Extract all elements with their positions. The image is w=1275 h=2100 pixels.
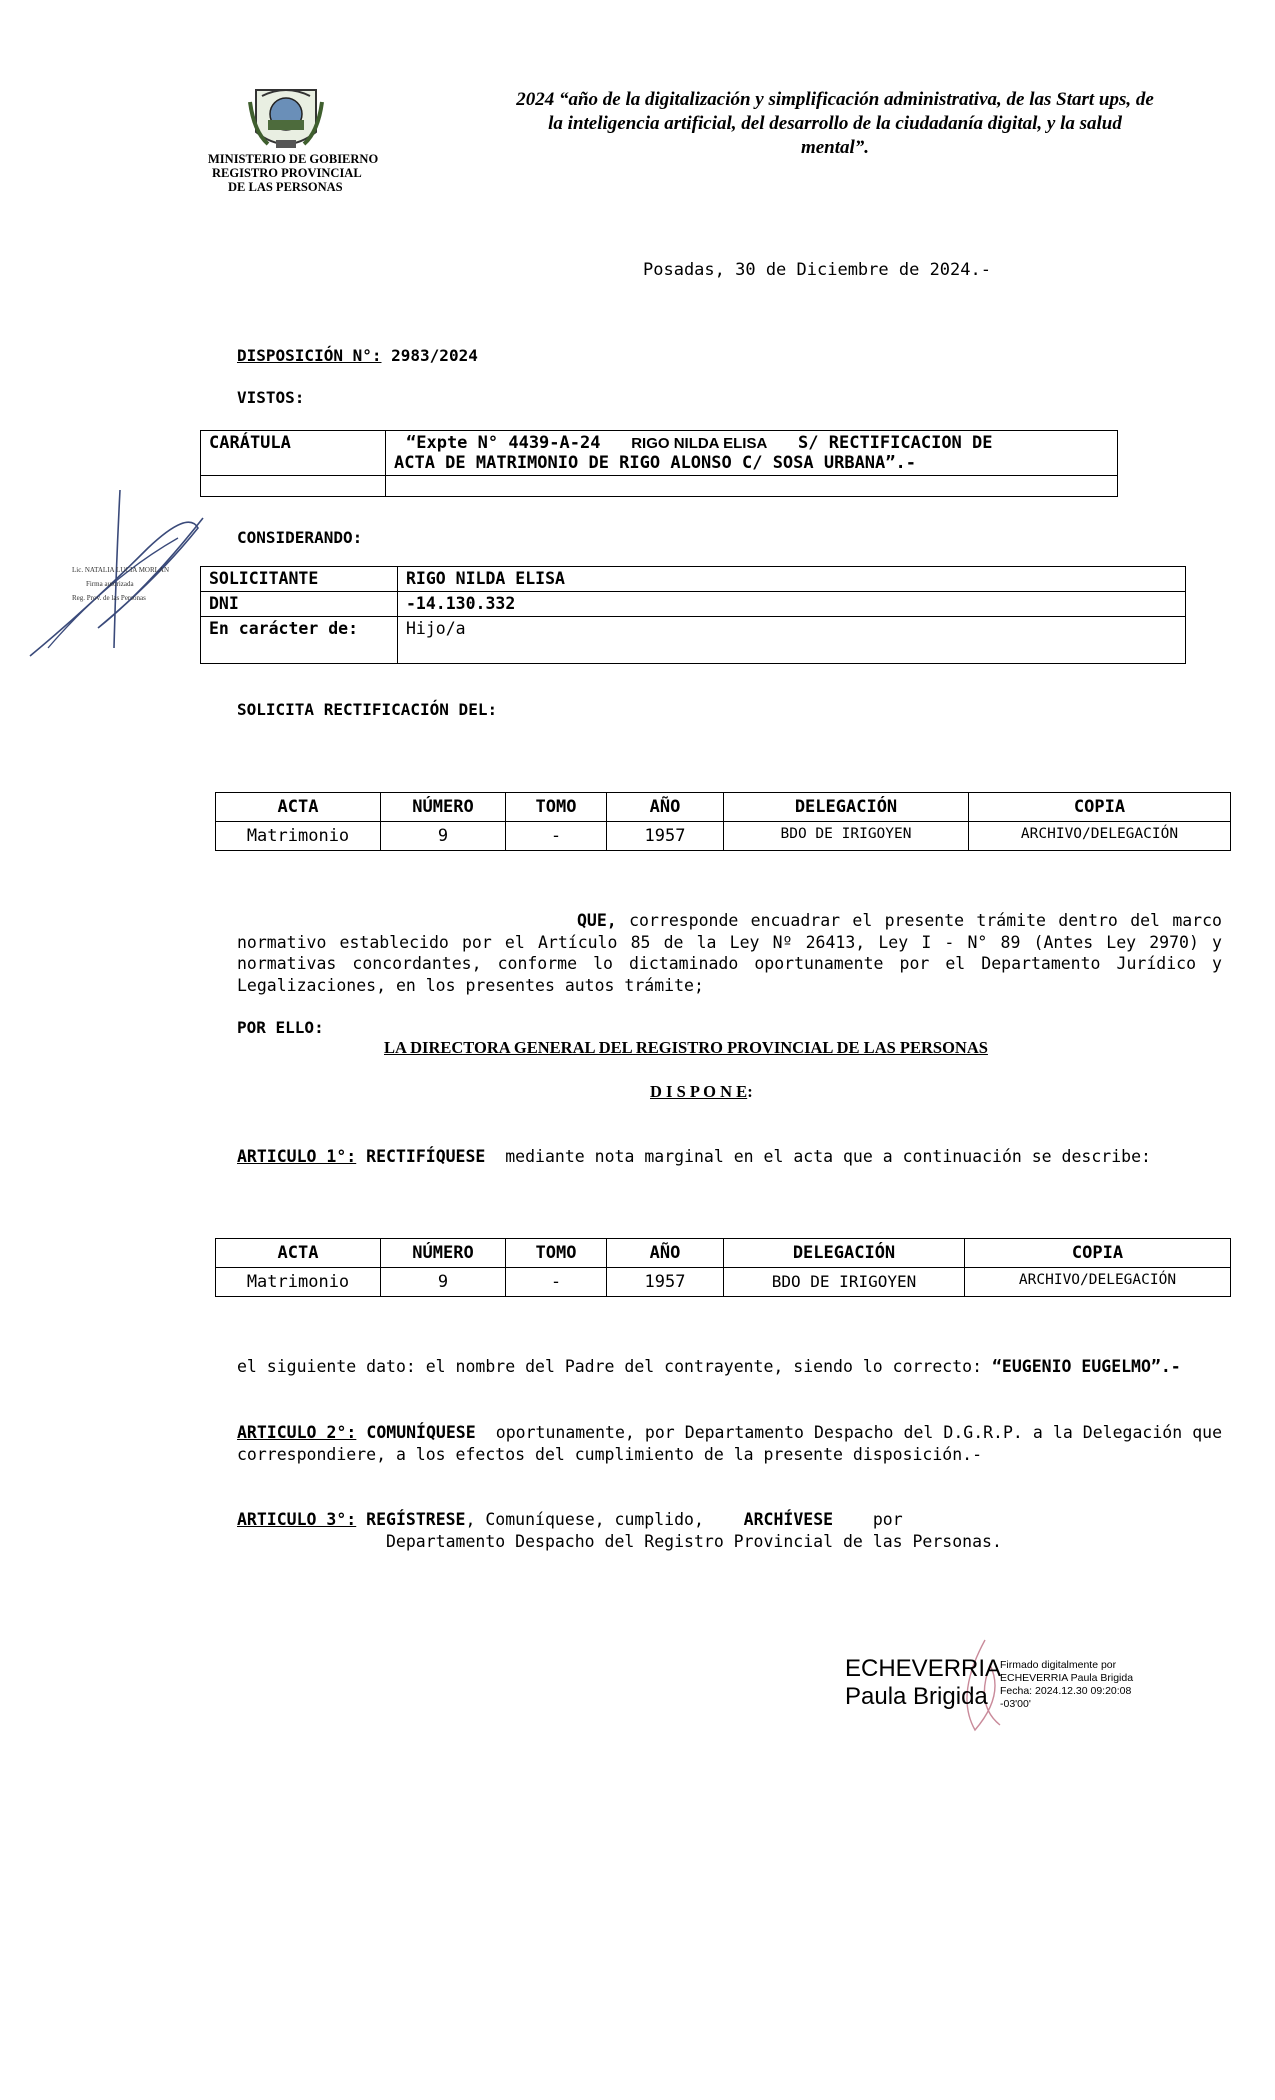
articulo-2-label: ARTICULO 2°: <box>237 1423 357 1442</box>
disposicion-label: DISPOSICIÓN N°: <box>237 346 382 365</box>
signature-detail-line: Fecha: 2024.12.30 09:20:08 <box>1000 1685 1132 1697</box>
dni-value: -14.130.332 <box>398 592 1186 617</box>
date-line: Posadas, 30 de Diciembre de 2024.- <box>643 260 991 280</box>
disposicion-heading <box>237 346 478 365</box>
signer-given-names: Paula Brigida <box>845 1683 988 1710</box>
col-header: COPIA <box>965 1239 1231 1268</box>
svg-text:Reg. Prov. de las Personas: Reg. Prov. de las Personas <box>72 594 146 602</box>
dato-paragraph <box>237 1356 1222 1378</box>
col-header: ACTA <box>216 793 381 822</box>
caratula-empty-cell <box>201 476 386 497</box>
table-row <box>216 822 1231 851</box>
signer-surname: ECHEVERRIA <box>845 1655 1002 1682</box>
cell-numero: 9 <box>381 822 506 851</box>
que-lead: QUE, <box>577 911 617 930</box>
table-header-row <box>216 1239 1231 1268</box>
ministry-line-1: MINISTERIO DE GOBIERNO <box>208 152 379 166</box>
dispone-colon: : <box>747 1082 753 1101</box>
signer-name <box>845 1655 1001 1711</box>
ministry-header <box>208 152 388 194</box>
table-row <box>201 567 1186 592</box>
articulo-1 <box>237 1146 1222 1168</box>
que-text: corresponde encuadrar el presente trámite dentro del marco normativo establecido por el Artículo 85 de la Ley Nº 26413, Ley I - N° 89 (Antes Ley 2970) y normativas concordantes, conforme lo dictaminado oportunamente por el Departamento Jurídico y Legalizaciones, en los presentes autos trámite; <box>237 911 1222 995</box>
signature-detail-line: ECHEVERRIA Paula Brigida <box>1000 1672 1134 1684</box>
col-header: AÑO <box>607 1239 724 1268</box>
dispone-heading <box>650 1082 753 1102</box>
articulo-3 <box>237 1510 903 1529</box>
year-motto: 2024 “año de la digitalización y simplificación administrativa, de las Start ups, de la inteligencia artificial, del desarrollo de la ciudadanía digital, y la salud mental”. <box>516 89 1154 158</box>
signature-detail-line: Firmado digitalmente por <box>1000 1659 1117 1671</box>
dispone-text: D I S P O N E <box>650 1082 748 1101</box>
articulo-1-keyword: RECTIFÍQUESE <box>366 1147 486 1166</box>
solicitante-value: RIGO NILDA ELISA <box>398 567 1186 592</box>
directora-heading: LA DIRECTORA GENERAL DEL REGISTRO PROVINCIAL DE LAS PERSONAS <box>384 1038 988 1057</box>
signature-detail-line: -03'00' <box>1000 1698 1031 1710</box>
solicitante-label: SOLICITANTE <box>201 567 398 592</box>
que-paragraph <box>237 910 1222 996</box>
svg-text:Lic. NATALIA LUCIA MORLAN: Lic. NATALIA LUCIA MORLAN <box>72 566 170 574</box>
cell-copia: ARCHIVO/DELEGACIÓN <box>969 822 1231 851</box>
col-header: DELEGACIÓN <box>724 1239 965 1268</box>
dato-value: “EUGENIO EUGELMO”.- <box>991 1357 1181 1376</box>
cell-delegacion: BDO DE IRIGOYEN <box>724 1268 965 1297</box>
solicitante-table <box>200 566 1186 664</box>
cell-tomo: - <box>506 822 607 851</box>
articulo-3-end: por <box>872 1510 903 1529</box>
col-header: TOMO <box>506 793 607 822</box>
col-header: NÚMERO <box>381 1239 506 1268</box>
articulo-2-keyword: COMUNÍQUESE <box>366 1423 476 1442</box>
signature-details <box>1000 1659 1133 1711</box>
caratula-expte: “Expte N° 4439-A-24 <box>406 433 601 453</box>
cell-anio: 1957 <box>607 822 724 851</box>
articulo-2 <box>237 1422 1222 1465</box>
caratula-text <box>386 431 1118 476</box>
articulo-3-label: ARTICULO 3°: <box>237 1510 357 1529</box>
svg-text:Firma autorizada: Firma autorizada <box>86 580 134 588</box>
table-row <box>201 617 1186 664</box>
dni-label: DNI <box>201 592 398 617</box>
cell-tomo: - <box>506 1268 607 1297</box>
table-row <box>201 592 1186 617</box>
ministry-line-3: DE LAS PERSONAS <box>228 180 343 194</box>
cell-acta: Matrimonio <box>216 1268 381 1297</box>
ministry-line-2: REGISTRO PROVINCIAL <box>212 166 362 180</box>
col-header: ACTA <box>216 1239 381 1268</box>
cell-anio: 1957 <box>607 1268 724 1297</box>
caratula-table <box>200 430 1118 497</box>
vistos-label: VISTOS: <box>237 388 305 407</box>
col-header: TOMO <box>506 1239 607 1268</box>
col-header: NÚMERO <box>381 793 506 822</box>
col-header: AÑO <box>607 793 724 822</box>
handwritten-signature-stamp <box>28 488 208 658</box>
caracter-value: Hijo/a <box>398 617 1186 664</box>
acta-table-2 <box>215 1238 1231 1297</box>
table-row <box>216 1268 1231 1297</box>
dato-text: el siguiente dato: el nombre del Padre del contrayente, siendo lo correcto: <box>237 1357 983 1376</box>
articulo-1-text: mediante nota marginal en el acta que a continuación se describe: <box>505 1147 1151 1166</box>
acta-table-1 <box>215 792 1231 851</box>
articulo-3-line-2: Departamento Despacho del Registro Provincial de las Personas. <box>386 1532 1002 1551</box>
col-header: DELEGACIÓN <box>724 793 969 822</box>
caratula-line-2: ACTA DE MATRIMONIO DE RIGO ALONSO C/ SOSA URBANA”.- <box>394 453 916 473</box>
caratula-empty-cell <box>386 476 1118 497</box>
caratula-label: CARÁTULA <box>201 431 386 476</box>
caracter-label: En carácter de: <box>201 617 398 664</box>
col-header: COPIA <box>969 793 1231 822</box>
por-ello-label: POR ELLO: <box>237 1018 324 1037</box>
solicita-label: SOLICITA RECTIFICACIÓN DEL: <box>237 700 498 719</box>
articulo-1-label: ARTICULO 1°: <box>237 1147 357 1166</box>
cell-copia: ARCHIVO/DELEGACIÓN <box>965 1268 1231 1297</box>
cell-numero: 9 <box>381 1268 506 1297</box>
considerando-label: CONSIDERANDO: <box>237 528 363 547</box>
province-crest-logo <box>248 82 324 156</box>
digital-signature <box>845 1625 1145 1735</box>
articulo-3-mid: , Comuníquese, cumplido, <box>465 1510 704 1529</box>
articulo-2-text: oportunamente, por Departamento Despacho del D.G.R.P. a la Delegación que correspondiere, a los efectos del cumplimiento de la presente disposición.- <box>237 1423 1223 1464</box>
disposicion-number: 2983/2024 <box>391 346 478 365</box>
cell-delegacion: BDO DE IRIGOYEN <box>724 822 969 851</box>
cell-acta: Matrimonio <box>216 822 381 851</box>
caratula-name: RIGO NILDA ELISA <box>631 435 768 452</box>
caratula-subject: S/ RECTIFICACION DE <box>798 433 993 453</box>
articulo-3-keyword-1: REGÍSTRESE <box>366 1510 466 1529</box>
articulo-3-keyword-2: ARCHÍVESE <box>743 1510 834 1529</box>
table-header-row <box>216 793 1231 822</box>
